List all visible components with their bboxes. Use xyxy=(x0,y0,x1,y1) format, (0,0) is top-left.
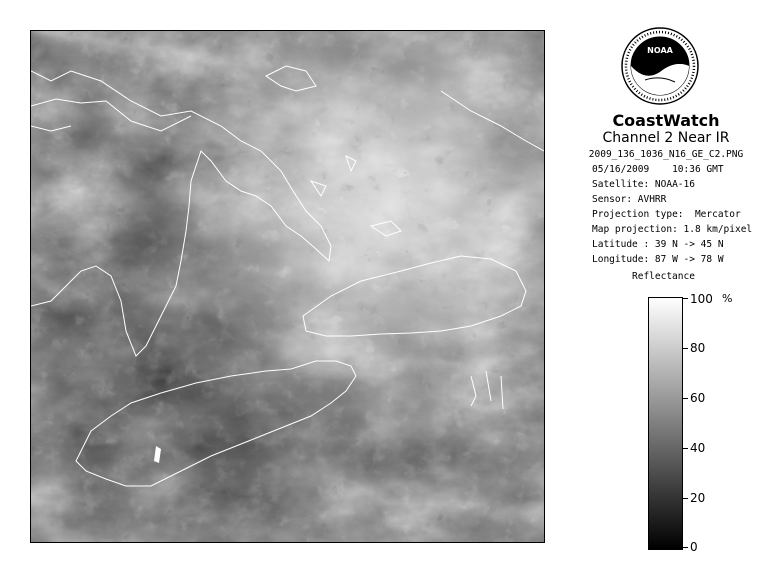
colorbar-tick-label-40: 40 xyxy=(690,441,706,455)
satellite-text: Satellite: NOAA-16 xyxy=(592,179,695,190)
colorbar-label: Reflectance xyxy=(632,271,695,282)
colorbar-tick-label-100: 100 xyxy=(690,292,713,306)
map-projection-text: Map projection: 1.8 km/pixel xyxy=(592,224,753,235)
logo-text: NOAA xyxy=(647,46,673,55)
product-title: CoastWatch xyxy=(612,111,720,130)
image-filename: 2009_136_1036_N16_GE_C2.PNG xyxy=(588,149,744,160)
satellite-image xyxy=(30,30,545,543)
colorbar-tick-label-80: 80 xyxy=(690,341,706,355)
longitude-text: Longitude: 87 W -> 78 W xyxy=(592,254,724,265)
projection-type-text: Projection type: Mercator xyxy=(592,209,741,220)
noaa-logo xyxy=(619,20,701,112)
colorbar-tick-20 xyxy=(683,498,688,499)
sensor-text: Sensor: AVHRR xyxy=(592,194,667,205)
metadata-list xyxy=(592,162,772,267)
info-panel xyxy=(560,112,772,267)
colorbar-tick-label-0: 0 xyxy=(690,540,698,554)
colorbar-tick-80 xyxy=(683,348,688,349)
channel-subtitle: Channel 2 Near IR xyxy=(602,130,730,146)
colorbar-unit: % xyxy=(722,292,733,305)
reflectance-colorbar xyxy=(648,297,683,550)
datetime-text: 05/16/2009 10:36 GMT xyxy=(592,164,724,175)
colorbar-tick-label-20: 20 xyxy=(690,491,706,505)
colorbar-tick-100 xyxy=(683,298,688,299)
latitude-text: Latitude : 39 N -> 45 N xyxy=(592,239,724,250)
colorbar-tick-40 xyxy=(683,448,688,449)
colorbar-tick-label-60: 60 xyxy=(690,391,706,405)
colorbar-tick-0 xyxy=(683,547,688,548)
colorbar-tick-60 xyxy=(683,398,688,399)
